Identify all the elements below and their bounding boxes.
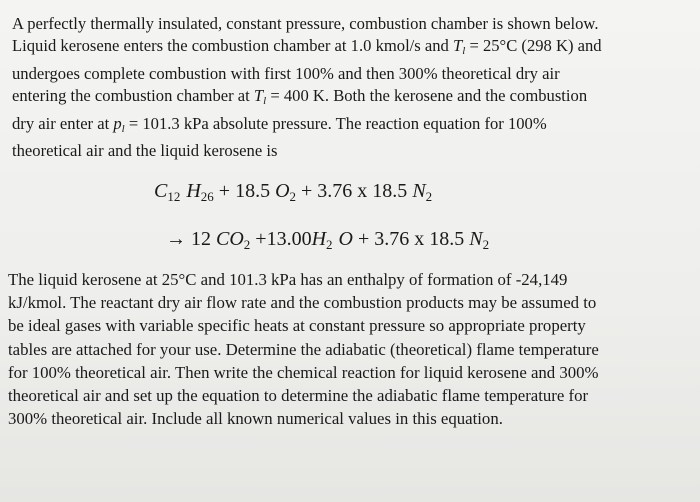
product-nitrogen-species: $N_2$ bbox=[469, 228, 490, 252]
h2o-coefficient: +13.00 bbox=[255, 228, 312, 250]
pressure-variable: $p_l$ bbox=[113, 113, 125, 135]
task-line-6: theoretical air and set up the equation to determine the adiabatic flame temperature for bbox=[8, 386, 589, 406]
temperature-variable: $T_l$ bbox=[453, 36, 466, 58]
h2o-species: $H_2$ O bbox=[311, 228, 353, 252]
co2-coefficient: 12 bbox=[191, 228, 211, 250]
task-line-4: tables are attached for your use. Determine the adiabatic (theoretical) flame temperature bbox=[8, 339, 599, 359]
intro-line-6: theoretical air and the liquid kerosene is bbox=[12, 141, 278, 161]
intro-line-1: A perfectly thermally insulated, constant pressure, combustion chamber is shown below. bbox=[12, 14, 599, 33]
intro-line-2: Liquid kerosene enters the combustion chamber at 1.0 kmol/s and $T_l = 25^\circ C$ (298 K) and bbox=[12, 36, 602, 58]
nitrogen-species: $N_2$ bbox=[412, 180, 433, 204]
fuel-carbon: $C_{12}$ bbox=[154, 180, 181, 204]
task-line-3: be ideal gases with variable specific heats at constant pressure so appropriate property bbox=[8, 316, 586, 336]
reaction-equation-reactants bbox=[154, 180, 432, 205]
intro-line-3: undergoes complete combustion with first 100% and then 300% theoretical dry air bbox=[12, 63, 560, 83]
problem-task-paragraph bbox=[8, 268, 698, 430]
oxygen-coefficient: + 18.5 bbox=[218, 180, 271, 202]
reaction-arrow-icon: → bbox=[166, 228, 186, 250]
fuel-hydrogen: $H_{26}$ bbox=[186, 180, 214, 204]
task-line-7: 300% theoretical air. Include all known numerical values in this equation. bbox=[8, 409, 503, 429]
product-nitrogen-coefficient: + 3.76 x 18.5 bbox=[357, 228, 465, 250]
task-line-5: for 100% theoretical air. Then write the chemical reaction for liquid kerosene and 300% bbox=[8, 362, 599, 382]
reaction-equation-products bbox=[166, 228, 489, 253]
air-temperature-variable: $T_l$ bbox=[253, 86, 267, 108]
task-line-2: kJ/kmol. The reactant dry air flow rate and the combustion products may be assumed to bbox=[8, 293, 597, 313]
intro-line-4: entering the combustion chamber at $T_l = 400$ K. Both the kerosene and the combustion bbox=[12, 86, 588, 108]
intro-line-5: dry air enter at $p_l = 101.3$ kPa absolute pressure. The reaction equation for 100% bbox=[12, 113, 547, 135]
co2-species: $CO_2$ bbox=[216, 228, 251, 252]
oxygen-species: $O_2$ bbox=[275, 180, 297, 204]
problem-intro-paragraph bbox=[12, 13, 698, 162]
task-line-1: The liquid kerosene at 25°C and 101.3 kPa has an enthalpy of formation of -24,149 bbox=[8, 270, 568, 289]
nitrogen-coefficient: + 3.76 x 18.5 bbox=[301, 180, 408, 202]
